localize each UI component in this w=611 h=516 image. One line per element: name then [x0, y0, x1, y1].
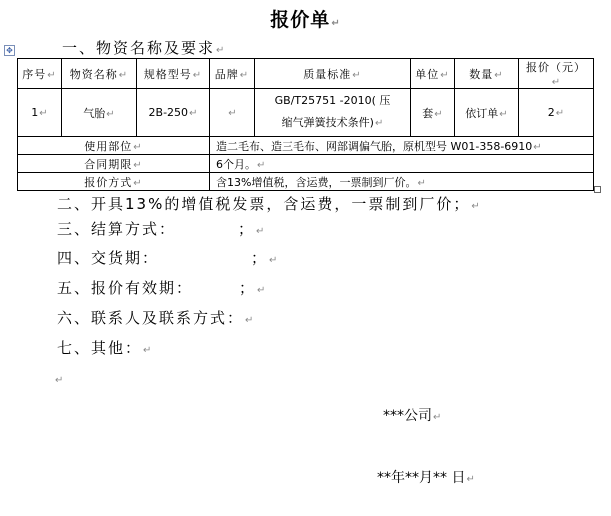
empty-paragraph: ↵	[55, 375, 64, 386]
header-cell: 数量↵	[455, 59, 519, 89]
usage-value: 造二毛布、造三毛布、网部调偏气胎，原机型号 W01-358-6910↵	[210, 137, 594, 155]
requirements-table	[17, 58, 594, 191]
company-name: ***公司↵	[383, 408, 442, 424]
section-6: 六、联系人及联系方式：↵	[57, 309, 256, 327]
table-resize-handle[interactable]	[594, 186, 601, 193]
header-cell: 规格型号↵	[137, 59, 210, 89]
cell-model: 2B-250↵	[137, 89, 210, 137]
table-header-row	[18, 59, 594, 89]
cell-name: 气胎↵	[62, 89, 137, 137]
section-3: 三、结算方式： ；↵	[57, 220, 267, 238]
cell-no: 1↵	[18, 89, 62, 137]
date-line: **年**月** 日↵	[377, 470, 475, 486]
header-cell: 报价（元）↵	[519, 59, 594, 89]
period-row	[18, 155, 594, 173]
method-row	[18, 173, 594, 191]
period-label: 合同期限↵	[18, 155, 210, 173]
method-value: 含13%增值税，含运费，一票制到厂价。↵	[210, 173, 594, 191]
document-title: 报价单↵	[270, 9, 341, 31]
cell-quantity: 依订单↵	[455, 89, 519, 137]
header-cell: 单位↵	[411, 59, 455, 89]
table-row	[18, 89, 594, 137]
header-cell: 物资名称↵	[62, 59, 137, 89]
header-cell: 质量标准↵	[255, 59, 411, 89]
header-cell: 序号↵	[18, 59, 62, 89]
cell-unit: 套↵	[411, 89, 455, 137]
method-label: 报价方式↵	[18, 173, 210, 191]
header-cell: 品牌↵	[210, 59, 255, 89]
usage-row	[18, 137, 594, 155]
section-7: 七、其他：↵	[57, 339, 154, 357]
cell-standard: GB/T25751 -2010( 压 缩气弹簧技术条件)↵	[255, 89, 411, 137]
section-4: 四、交货期： ；↵	[57, 249, 280, 267]
usage-label: 使用部位↵	[18, 137, 210, 155]
section-5: 五、报价有效期： ；↵	[57, 279, 268, 297]
cell-brand: ↵	[210, 89, 255, 137]
table-move-handle-icon[interactable]: ✥	[4, 45, 15, 56]
period-value: 6个月。↵	[210, 155, 594, 173]
cell-price: 2↵	[519, 89, 594, 137]
section-1-title: 一、物资名称及要求↵	[62, 39, 227, 57]
section-2: 二、开具13%的增值税发票，含运费，一票制到厂价；↵	[57, 195, 482, 213]
